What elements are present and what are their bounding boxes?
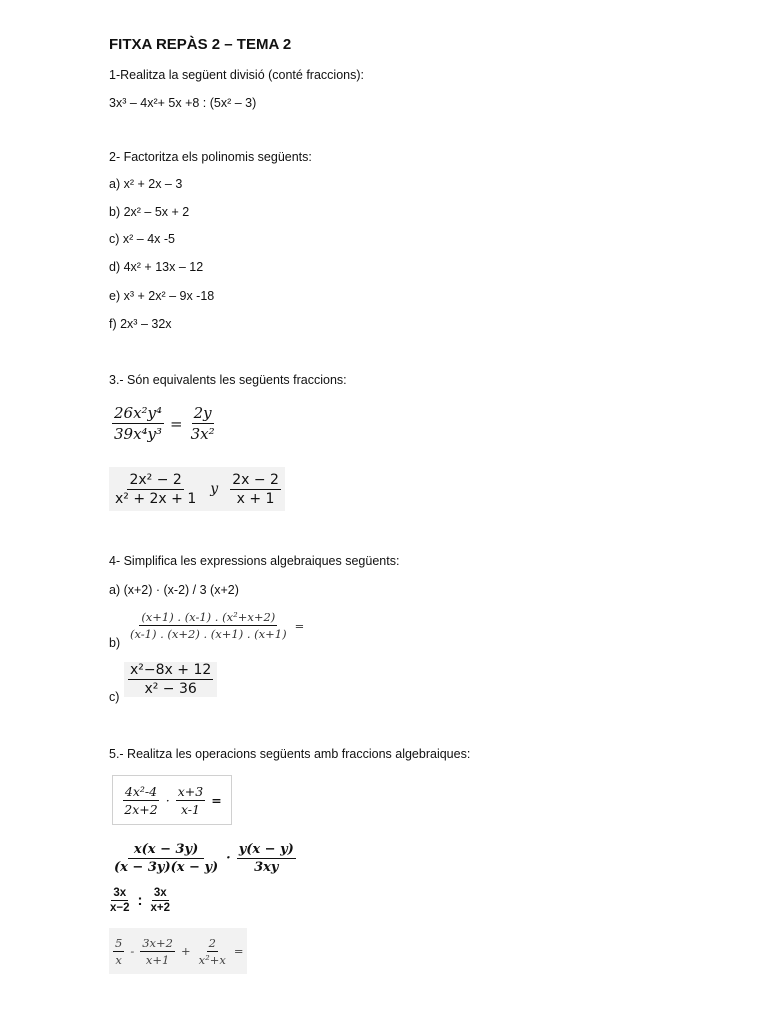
operator: · (165, 792, 170, 808)
fraction-denominator: x+1 (145, 952, 170, 967)
fraction-denominator: x² + 2x + 1 (115, 490, 197, 507)
q5-expression-1 (112, 775, 232, 825)
fraction-numerator: 2x − 2 (232, 471, 279, 488)
fraction-numerator: 5 (115, 935, 123, 950)
q4-item-a: a) (x+2) · (x-2) / 3 (x+2) (109, 583, 239, 597)
fraction-numerator: (x+1) . (x-1) . (x²+x+2) (141, 610, 276, 624)
equals-sign: = (294, 618, 305, 633)
q3-heading: 3.- Són equivalents les següents fraccions: (109, 373, 347, 387)
q3-fraction-pair-2 (109, 467, 285, 511)
q5-expression-4 (109, 928, 247, 974)
q1-heading: 1-Realitza la següent divisió (conté fraccions): (109, 68, 364, 82)
operator: · (226, 851, 231, 866)
operator: + (180, 944, 191, 958)
q3-fraction-pair-1 (112, 404, 217, 443)
fraction-numerator: 2 (208, 935, 216, 950)
fraction-numerator: 2x² − 2 (129, 471, 182, 488)
fraction-numerator: 3x (153, 887, 167, 899)
q4-label-b: b) (109, 636, 121, 650)
q5-heading: 5.- Realitza les operacions següents amb fraccions algebraiques: (109, 747, 471, 761)
fraction-denominator: x²+x (198, 952, 226, 967)
q5-expression-3 (108, 887, 172, 914)
q5-expression-2 (112, 842, 296, 875)
fraction-numerator: x+3 (177, 783, 204, 799)
q2-item-a: a) x² + 2x – 3 (109, 177, 183, 191)
q4-expression-b (128, 610, 304, 641)
fraction-denominator: x (115, 952, 122, 967)
q2-item-f: f) 2x³ – 32x (109, 317, 172, 331)
fraction-denominator: x-1 (180, 801, 200, 817)
fraction-denominator: (x − 3y)(x − y) (114, 860, 219, 875)
q2-item-b: b) 2x² – 5x + 2 (109, 205, 190, 219)
fraction-numerator: 26x²y⁴ (114, 404, 163, 422)
fraction-denominator: 2x+2 (124, 801, 158, 817)
q4-expression-c (124, 662, 217, 697)
q4-heading: 4- Simplifica les expressions algebraiques següents: (109, 554, 400, 568)
fraction-denominator: x + 1 (236, 490, 275, 507)
fraction-denominator: x+2 (150, 902, 171, 914)
fraction-denominator: x−2 (110, 902, 130, 914)
fraction-numerator: y(x − y) (238, 842, 294, 857)
fraction-denominator: 39x⁴y³ (114, 425, 163, 443)
fraction-denominator: 3x² (190, 425, 215, 443)
q4-label-c: c) (109, 690, 120, 704)
q2-item-e: e) x³ + 2x² – 9x -18 (109, 289, 215, 303)
fraction-denominator: 3xy (254, 860, 279, 875)
fraction-numerator: 3x+2 (142, 935, 173, 950)
fraction-numerator: x²−8x + 12 (130, 662, 212, 678)
equals-sign: = (211, 792, 222, 808)
operator: - (130, 944, 135, 958)
fraction-numerator: 3x (113, 887, 127, 899)
fraction-denominator: (x-1) . (x+2) . (x+1) . (x+1) (130, 627, 287, 641)
fraction-numerator: x(x − 3y) (128, 842, 204, 859)
conjunction: y (210, 481, 219, 497)
equals-sign: = (233, 944, 244, 958)
equals-sign: = (170, 414, 183, 433)
page-title: FITXA REPÀS 2 – TEMA 2 (109, 36, 292, 53)
q1-expression: 3x³ – 4x²+ 5x +8 : (5x² – 3) (109, 96, 257, 110)
fraction-numerator: 4x²-4 (124, 783, 158, 799)
q2-item-c: c) x² – 4x -5 (109, 232, 175, 246)
q2-item-d: d) 4x² + 13x – 12 (109, 260, 204, 274)
operator: : (137, 892, 143, 909)
q2-heading: 2- Factoritza els polinomis següents: (109, 150, 312, 164)
fraction-numerator: 2y (193, 404, 212, 422)
fraction-denominator: x² − 36 (144, 681, 197, 697)
